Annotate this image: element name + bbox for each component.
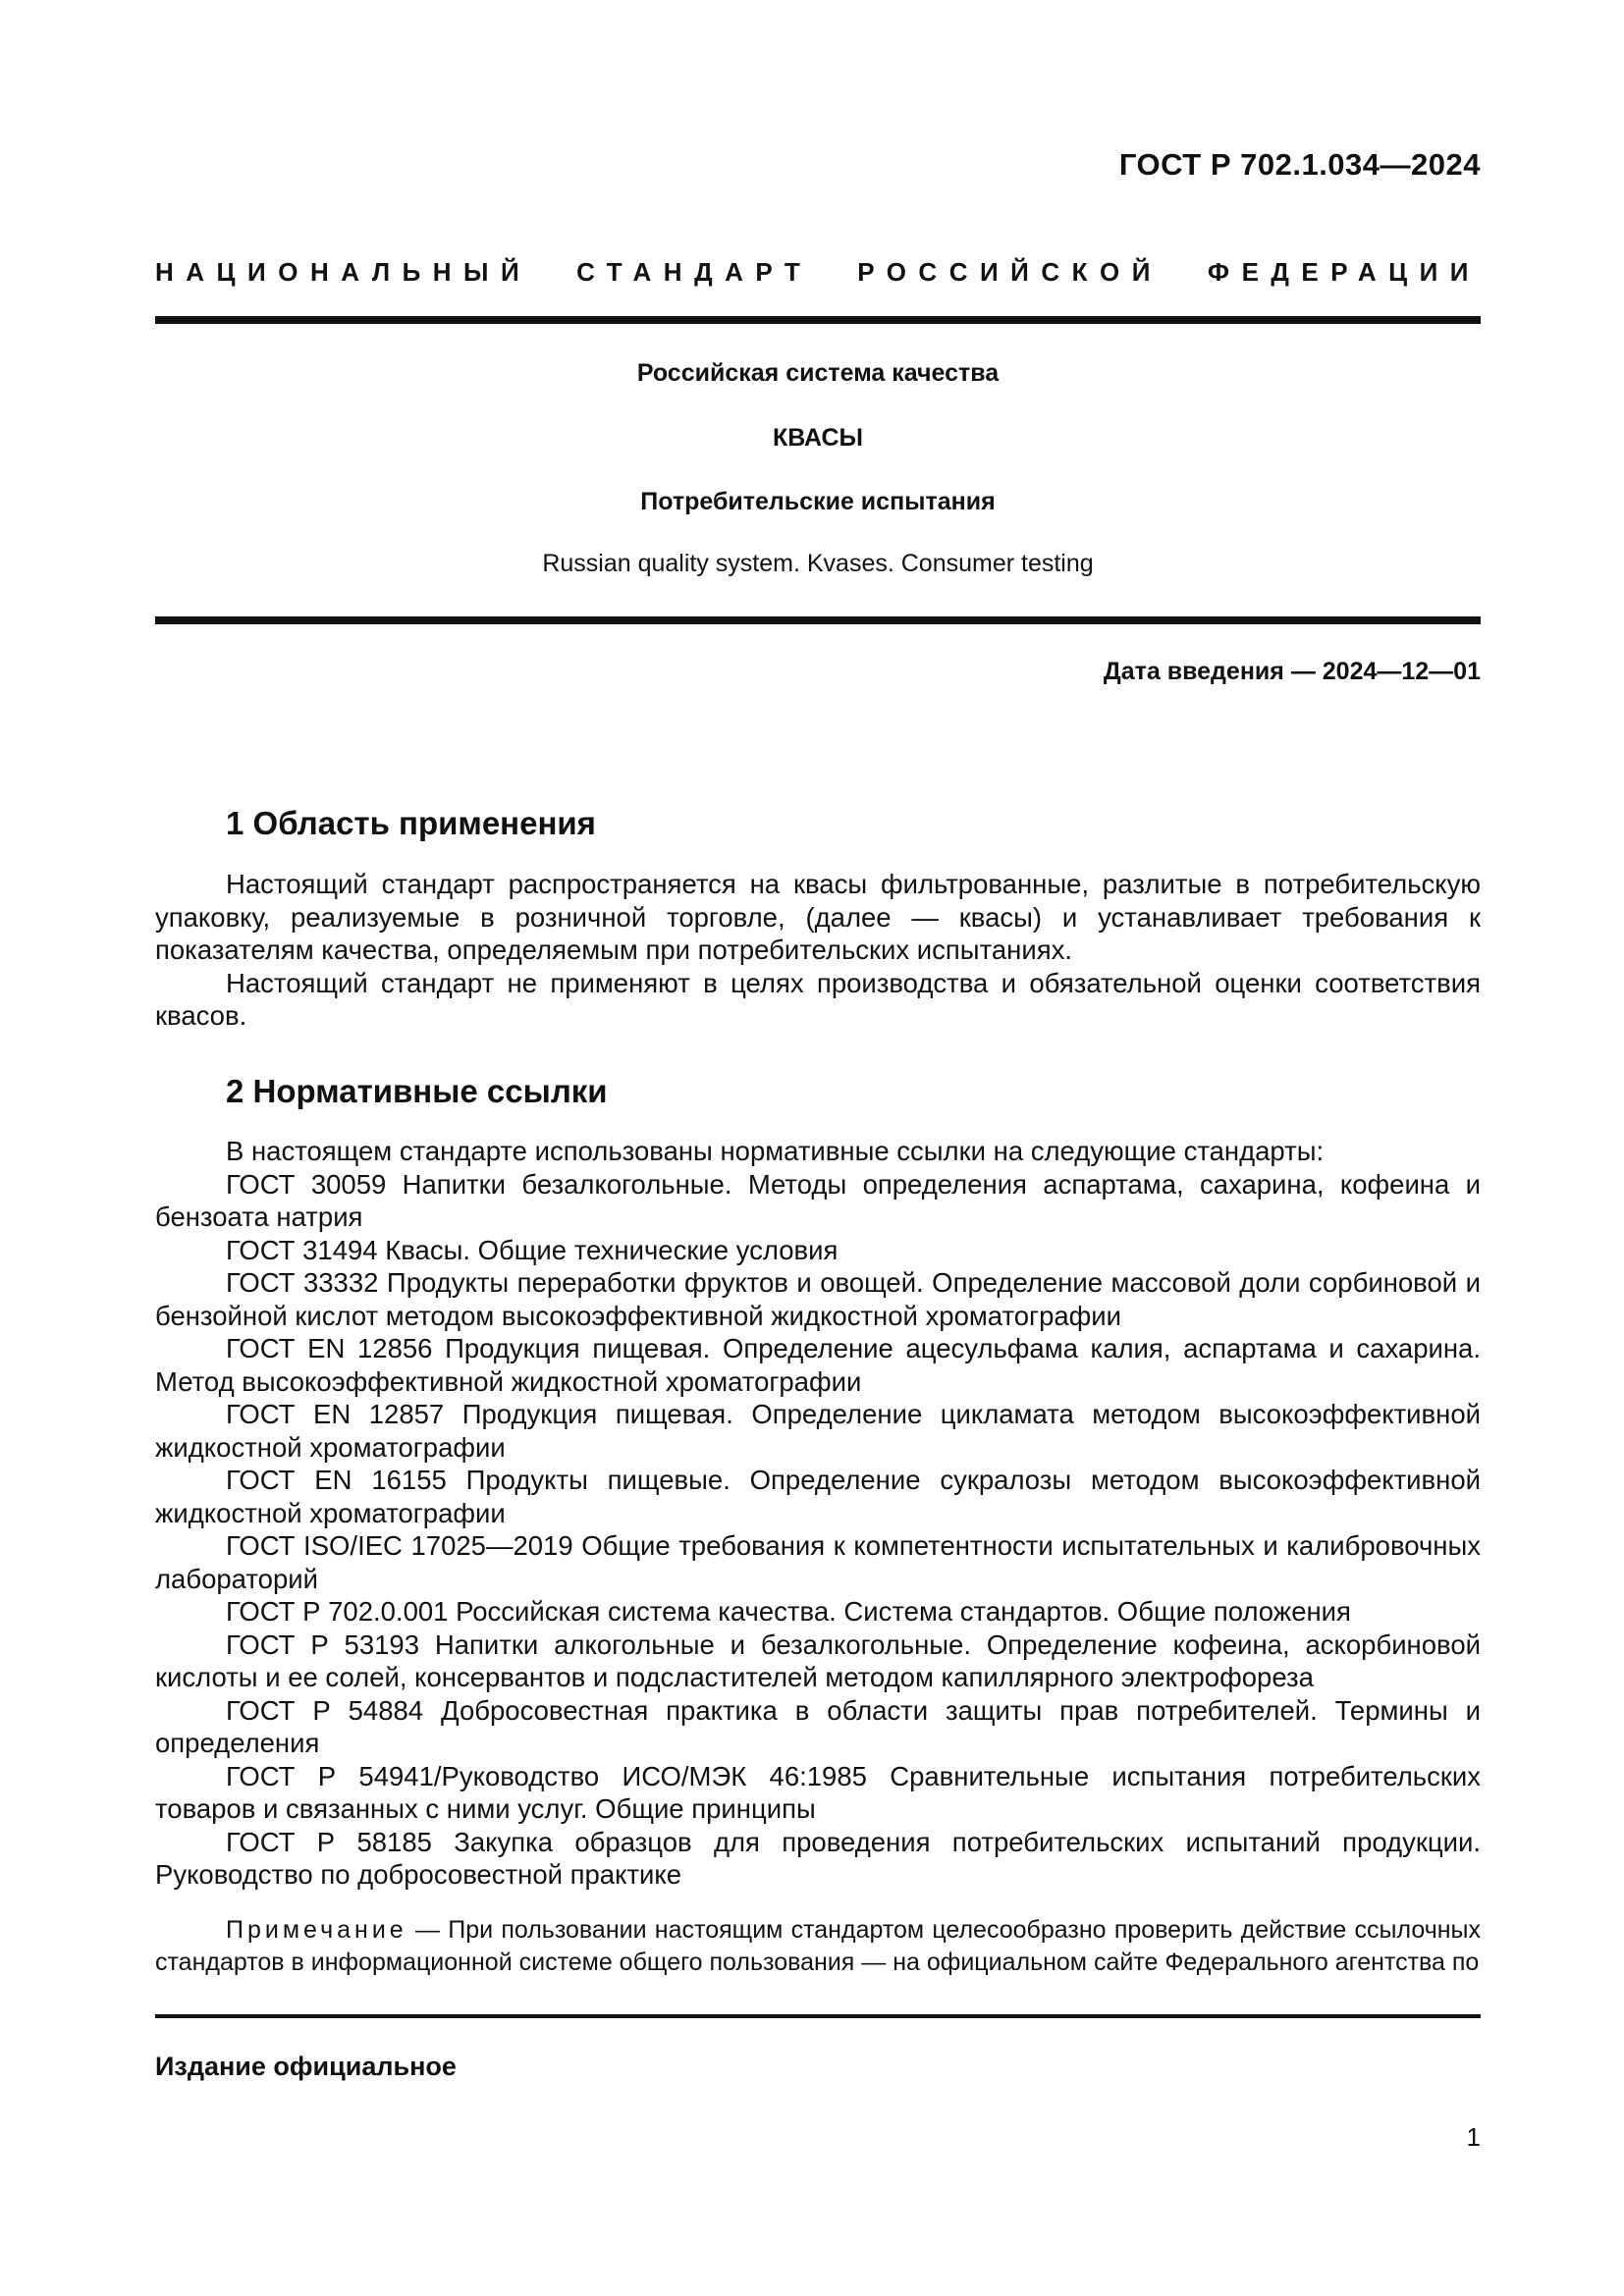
reference-item: ГОСТ ISO/IEC 17025—2019 Общие требования к компетентности испытательных и калибровочных лабораторий (155, 1530, 1481, 1594)
reference-item: ГОСТ 33332 Продукты переработки фруктов и овощей. Определение массовой доли сорбиновой и бензойной кислот методом высокоэффективной жидкостной хроматографии (155, 1267, 1481, 1331)
banner-word: ФЕДЕРАЦИИ (1207, 257, 1481, 287)
reference-item: ГОСТ 31494 Квасы. Общие технические условия (226, 1234, 839, 1265)
section-1-body (155, 868, 1481, 1033)
note-label: Примечание (226, 1916, 407, 1944)
reference-item: ГОСТ EN 12857 Продукция пищевая. Определение цикламата методом высокоэффективной жидкостной хроматографии (155, 1399, 1481, 1463)
banner-word: СТАНДАРТ (576, 257, 813, 287)
section-1-heading: 1 Область применения (226, 805, 596, 841)
national-standard-banner (155, 257, 1481, 288)
reference-item: ГОСТ Р 702.0.001 Российская система качества. Система стандартов. Общие положения (226, 1596, 1351, 1627)
page-number: 1 (1466, 2122, 1481, 2152)
reference-item: ГОСТ EN 12856 Продукция пищевая. Определение ацесульфама калия, аспартама и сахарина. Метод высокоэффективной жидкостной хроматографии (155, 1333, 1481, 1397)
reference-item: ГОСТ Р 54884 Добросовестная практика в области защиты прав потребителей. Термины и определения (155, 1694, 1481, 1758)
title-subject: Потребительские испытания (640, 488, 996, 515)
paragraph: Настоящий стандарт не применяют в целях производства и обязательной оценки соответствия квасов. (155, 967, 1481, 1031)
reference-item: ГОСТ Р 54941/Руководство ИСО/МЭК 46:1985 Сравнительные испытания потребительских товаров и связанных с ними услуг. Общие принципы (155, 1760, 1481, 1824)
paragraph: В настоящем стандарте использованы нормативные ссылки на следующие стандарты: (226, 1136, 1325, 1166)
banner-word: НАЦИОНАЛЬНЫЙ (155, 257, 532, 287)
note-text: — При пользовании настоящим стандартом целесообразно проверить действие ссылочных стандартов в информационной системе общего пользования — на официальном сайте Федерального агентства по (155, 1916, 1481, 1976)
top-rule (155, 316, 1481, 324)
introduction-date: Дата введения — 2024—12—01 (1103, 658, 1481, 685)
reference-item: ГОСТ Р 53193 Напитки алкогольные и безалкогольные. Определение кофеина, аскорбиновой кислоты и ее солей, консервантов и подсластителей методом капиллярного электрофореза (155, 1629, 1481, 1692)
section-2-body (155, 1135, 1481, 1892)
reference-item: ГОСТ EN 16155 Продукты пищевые. Определение сукралозы методом высокоэффективной жидкостной хроматографии (155, 1465, 1481, 1528)
title-product: КВАСЫ (772, 424, 864, 452)
title-system: Российская система качества (636, 359, 1000, 387)
paragraph: Настоящий стандарт распространяется на квасы фильтрованные, разлитые в потребительскую упаковку, реализуемые в розничной торговле, (далее — квасы) и устанавливает требования к показателям качества, определяемым при потребительских испытаниях. (155, 869, 1481, 965)
section-2-heading: 2 Нормативные ссылки (226, 1073, 608, 1109)
reference-item: ГОСТ 30059 Напитки безалкогольные. Методы определения аспартама, сахарина, кофеина и бензоата натрия (155, 1168, 1481, 1232)
banner-word: РОССИЙСКОЙ (857, 257, 1163, 287)
note-paragraph (155, 1914, 1481, 1979)
title-english: Russian quality system. Kvases. Consumer testing (542, 550, 1094, 577)
official-edition-label: Издание официальное (155, 2052, 457, 2081)
reference-item: ГОСТ Р 58185 Закупка образцов для проведения потребительских испытаний продукции. Руководство по добросовестной практике (155, 1826, 1481, 1890)
document-code: ГОСТ Р 702.1.034—2024 (1118, 147, 1481, 182)
title-rule (155, 616, 1481, 624)
footer-rule (155, 2014, 1481, 2018)
